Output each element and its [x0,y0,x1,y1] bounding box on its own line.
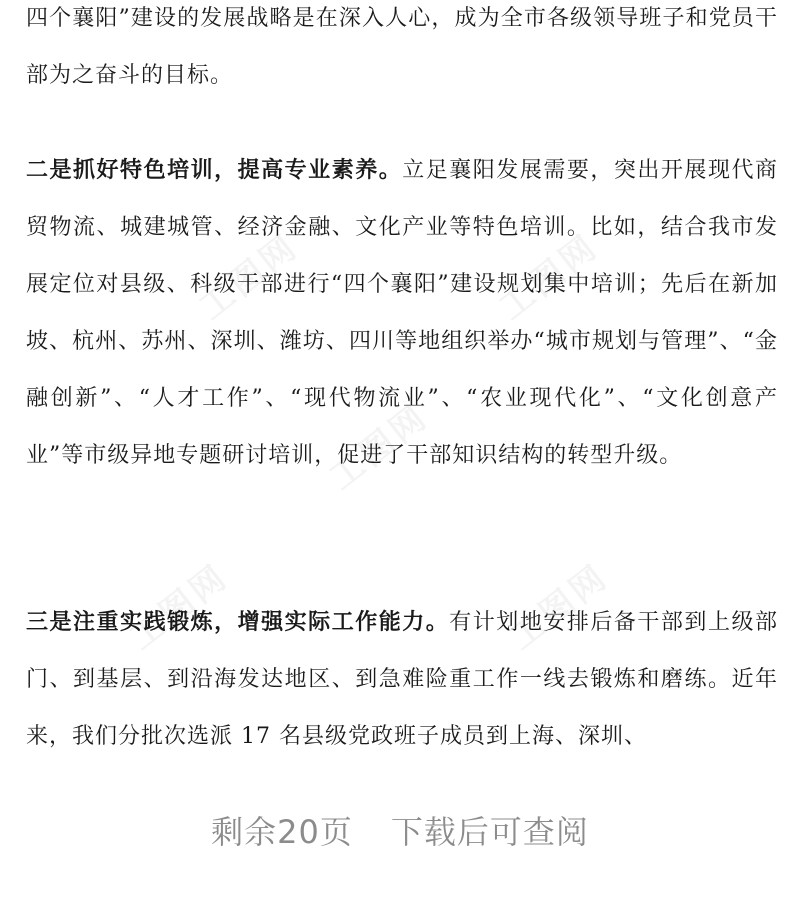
paragraph-3 [26,594,778,765]
download-prompt[interactable] [0,808,800,856]
remaining-pages-label: 剩余20页 [211,813,353,851]
paragraph-3-lead: 三是注重实践锻炼，增强实际工作能力。 [26,609,450,635]
paragraph-3-text: 有计划地安排后备干部到上级部门、到基层、到沿海发达地区、到急难险重工作一线去锻炼和磨练。近年来，我们分批次选派 17 名县级党政班子成员到上海、深圳、 [26,610,778,749]
paragraph-2-text: 立足襄阳发展需要，突出开展现代商贸物流、城建城管、经济金融、文化产业等特色培训。比如，结合我市发展定位对县级、科级干部进行“四个襄阳”建设规划集中培训；先后在新加坡、杭州、苏州、深圳、潍坊、四川等地组织举办“城市规划与管理”、“金融创新”、“人才工作”、“现代物流业”、“农业现代化”、“文化创意产业”等市级异地专题研讨培训，促进了干部知识结构的转型升级。 [26,158,778,468]
paragraph-1 [26,0,778,104]
paragraph-1-text: 四个襄阳”建设的发展战略是在深入人心，成为全市各级领导班子和党员干部为之奋斗的目标。 [26,6,778,88]
paragraph-2-lead: 二是抓好特色培训，提高专业素养。 [26,157,403,183]
download-to-view-label[interactable]: 下载后可查阅 [390,813,589,851]
paragraph-2 [26,142,778,484]
